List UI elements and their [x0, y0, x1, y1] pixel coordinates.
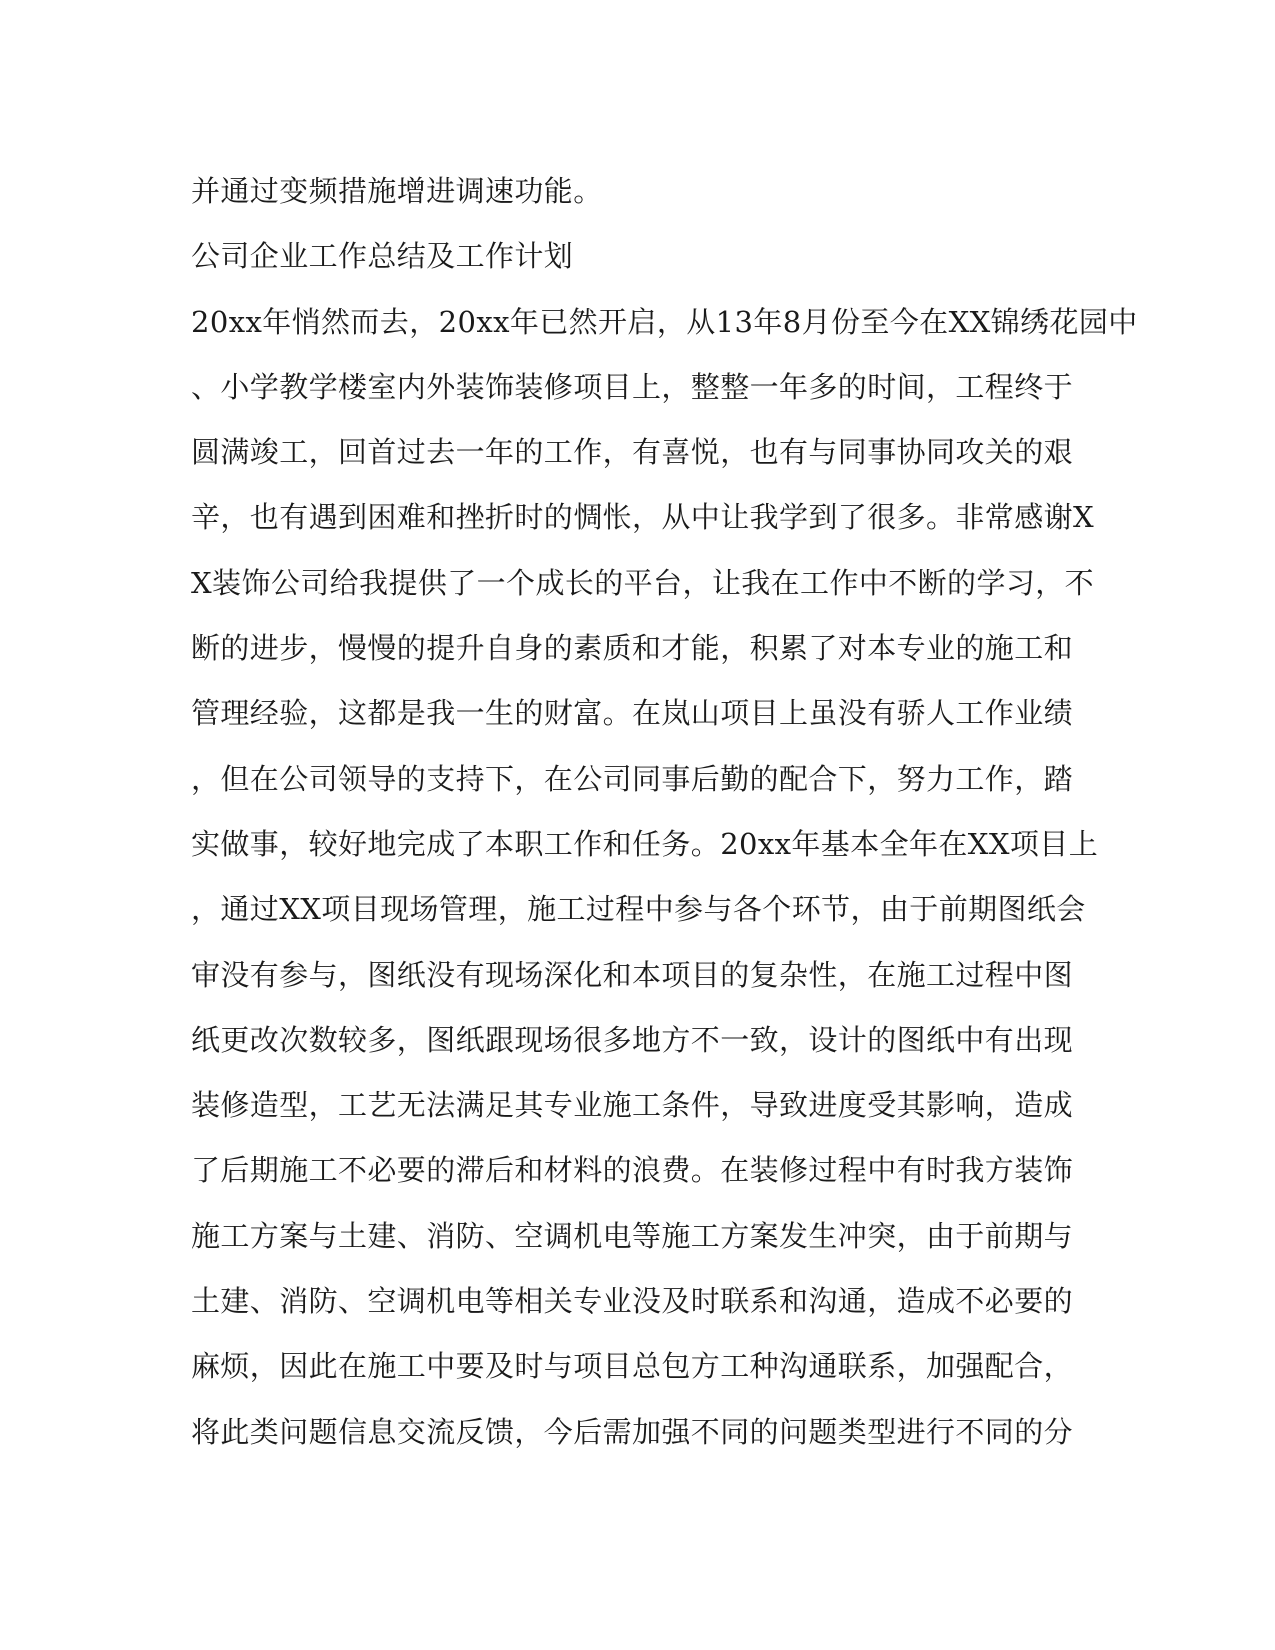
- text-line-9: 管理经验，这都是我一生的财富。在岚山项目上虽没有骄人工作业绩: [191, 696, 1074, 731]
- text-line-14: 纸更改次数较多，图纸跟现场很多地方不一致，设计的图纸中有出现: [191, 1022, 1074, 1057]
- text-line-17: 施工方案与土建、消防、空调机电等施工方案发生冲突，由于前期与: [191, 1218, 1074, 1253]
- text-line-4: 、小学教学楼室内外装饰装修项目上，整整一年多的时间，工程终于: [191, 369, 1074, 404]
- text-line-8: 断的进步，慢慢的提升自身的素质和才能，积累了对本专业的施工和: [191, 631, 1074, 666]
- text-line-1: 并通过变频措施增进调速功能。: [191, 174, 603, 208]
- text-line-18: 土建、消防、空调机电等相关专业没及时联系和沟通，造成不必要的: [191, 1284, 1074, 1319]
- text-line-11: 实做事，较好地完成了本职工作和任务。20xx年基本全年在XX项目上: [191, 826, 1099, 861]
- text-line-15: 装修造型，工艺无法满足其专业施工条件，导致进度受其影响，造成: [191, 1088, 1074, 1123]
- text-line-5: 圆满竣工，回首过去一年的工作，有喜悦，也有与同事协同攻关的艰: [191, 435, 1074, 470]
- text-line-13: 审没有参与，图纸没有现场深化和本项目的复杂性，在施工过程中图: [191, 957, 1074, 992]
- text-line-12: ，通过XX项目现场管理，施工过程中参与各个环节，由于前期图纸会: [191, 892, 1086, 927]
- text-line-19: 麻烦，因此在施工中要及时与项目总包方工种沟通联系，加强配合，: [191, 1349, 1074, 1384]
- text-line-16: 了后期施工不必要的滞后和材料的浪费。在装修过程中有时我方装饰: [191, 1153, 1074, 1188]
- text-line-10: ，但在公司领导的支持下，在公司同事后勤的配合下，努力工作，踏: [191, 761, 1074, 796]
- text-line-20: 将此类问题信息交流反馈，今后需加强不同的问题类型进行不同的分: [191, 1414, 1074, 1449]
- text-line-7: X装饰公司给我提供了一个成长的平台，让我在工作中不断的学习，不: [191, 565, 1095, 600]
- text-line-3: 20xx年悄然而去，20xx年已然开启，从13年8月份至今在XX锦绣花园中: [191, 304, 1138, 339]
- section-heading: 公司企业工作总结及工作计划: [191, 239, 574, 274]
- document-body: [191, 162, 1138, 1468]
- text-line-6: 辛，也有遇到困难和挫折时的惆怅，从中让我学到了很多。非常感谢X: [191, 500, 1095, 535]
